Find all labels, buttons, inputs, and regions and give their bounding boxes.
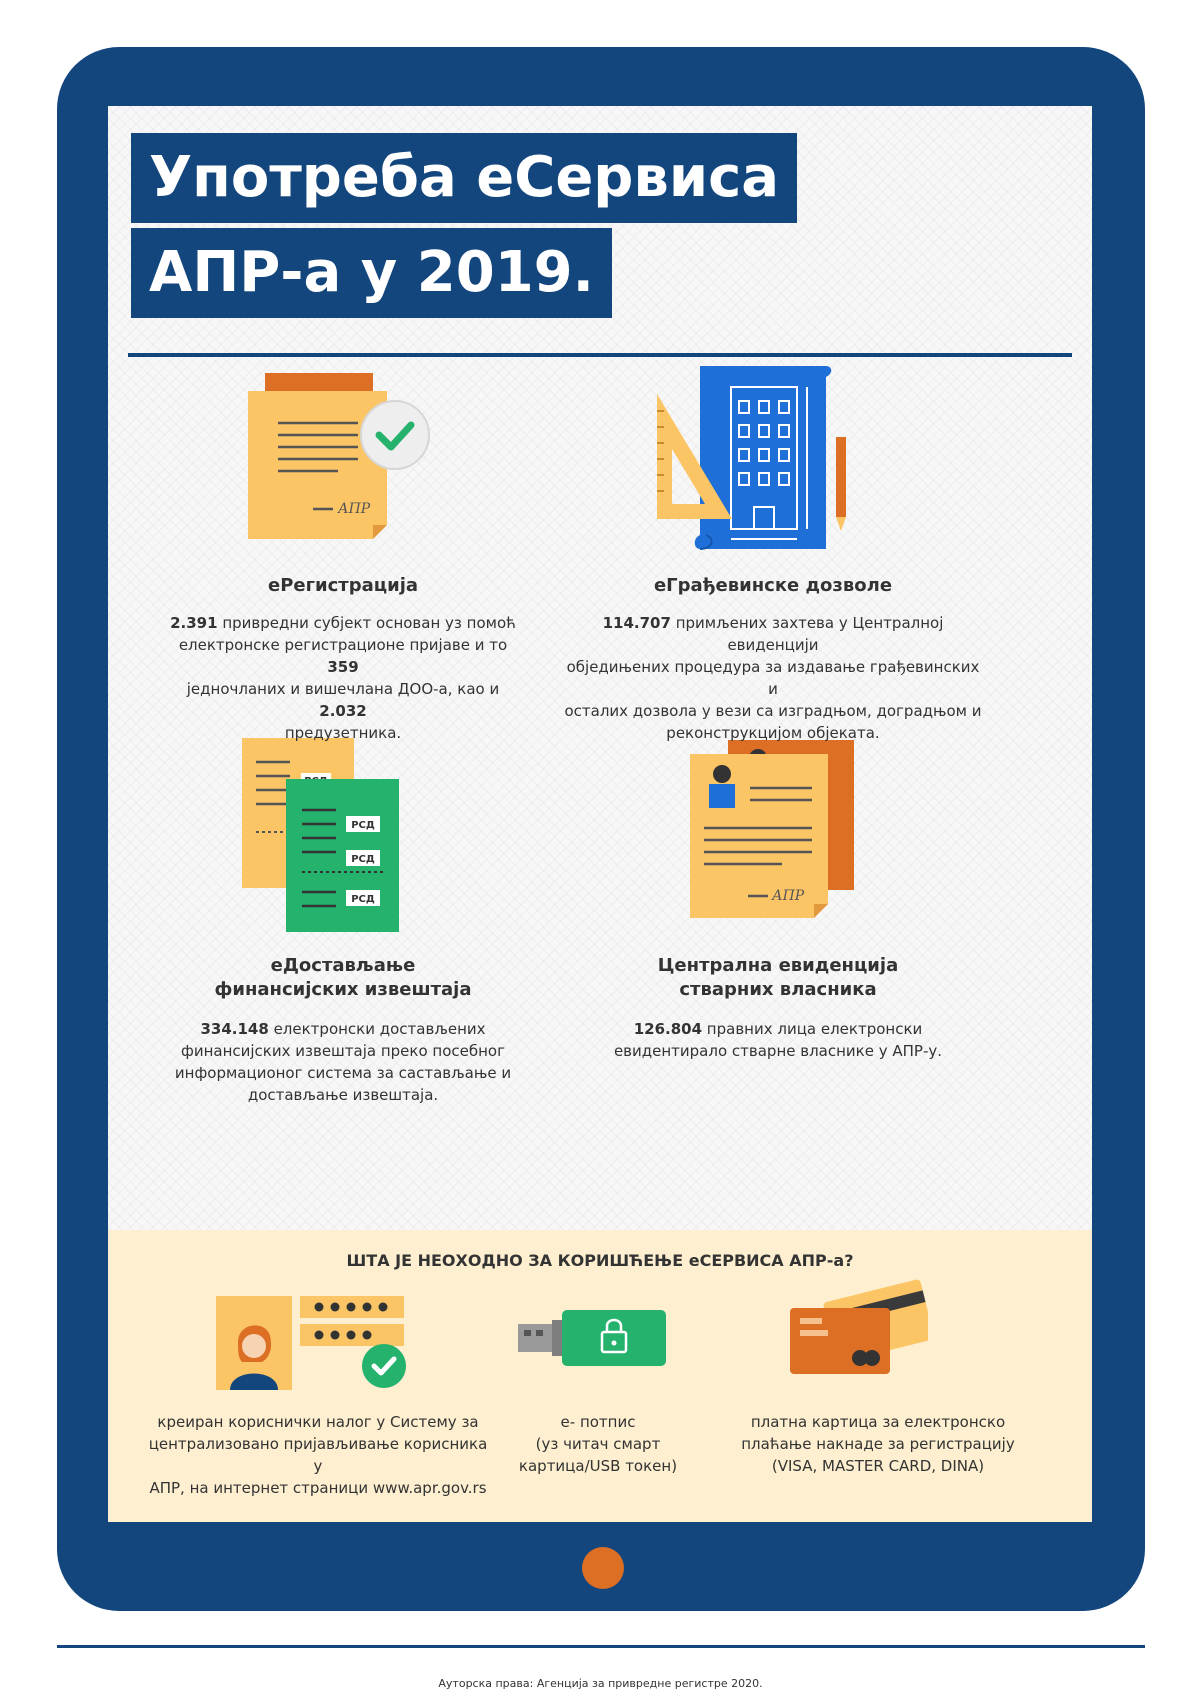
text-run: реконструкцијом објеката. [666,724,880,742]
section-text-eregistration [163,612,523,744]
requirement-text-esignature [488,1411,708,1477]
section-text-financial-reports [163,1018,523,1106]
section-text-line [163,1018,523,1040]
signature-text: АПР [772,888,805,904]
section-title-line: Централна евиденција [657,955,899,976]
section-text-line [163,722,523,744]
text-run: електронски достављених [268,1020,486,1038]
section-text-ebuilding-permits [563,612,983,744]
requirement-text-line: централизовано пријављивање корисника у [148,1435,488,1475]
requirement-text-line: плаћање накнаде за регистрацију [741,1435,1015,1453]
payment-card-icon [788,1278,928,1378]
title-divider [128,353,1072,357]
section-text-line [163,1084,523,1106]
statistic-value: 334.148 [200,1020,269,1038]
statistic-value: 2.032 [319,702,367,720]
requirement-text-line: е- потпис [560,1413,636,1431]
building-blueprint-icon [654,361,854,561]
rsd-label: РСД [351,820,375,831]
tablet-screen [108,106,1092,1522]
section-text-line [163,634,523,678]
text-run: правних лица електронски [702,1020,923,1038]
rsd-label: РСД [351,894,375,905]
section-title-line: финансијских извештаја [214,979,472,1000]
section-text-line [563,722,983,744]
text-run: осталих дозвола у вези са изградњом, доградњом и [564,702,982,720]
text-run: електронске регистрационе пријаве и то [178,636,508,654]
section-text-line [578,1018,978,1040]
section-text-line [563,700,983,722]
rsd-label: РСД [351,854,375,865]
section-title-ebuilding-permits [588,574,958,598]
requirements-title: ШТА ЈЕ НЕОХОДНО ЗА КОРИШЋЕЊЕ еСЕРВИСА АПР-а? [346,1251,854,1270]
requirement-text-payment-card [718,1411,1038,1477]
section-title-financial-reports [178,954,508,1002]
statistic-value: 2.391 [170,614,218,632]
requirement-text-account [148,1411,488,1499]
usb-token-icon [518,1306,668,1376]
section-title-line: еДостављање [270,955,416,976]
section-text-line [563,612,983,656]
section-title-line: стварних власника [679,979,877,1000]
text-run: привредни субјект основан уз помоћ [217,614,516,632]
requirement-text-line: картица/USB токен) [518,1457,678,1475]
footer-divider [57,1645,1145,1648]
section-text-line [563,656,983,700]
section-text-line [163,1040,523,1062]
copyright-footer: Ауторска права: Агенција за привредне регистре 2020. [438,1677,763,1690]
requirement-text-line: креиран кориснички налог у Систему за [157,1413,479,1431]
requirement-text-line: АПР, на интернет страници www.apr.gov.rs [149,1479,487,1497]
user-account-icon [216,1296,416,1396]
financial-reports-icon [234,736,404,936]
section-title-line: еГрађевинске дозволе [653,575,893,596]
registration-document-icon [243,371,443,551]
requirement-text-line: платна картица за електронско [750,1413,1006,1431]
requirement-text-line: (VISA, MASTER CARD, DINA) [771,1457,985,1475]
tablet-home-button [582,1547,624,1589]
page-title-line-2: АПР-а у 2019. [131,228,612,318]
section-text-line [163,612,523,634]
text-run: финансијских извештаја преко посебног [181,1042,505,1060]
section-text-line [578,1040,978,1062]
section-text-line [163,1062,523,1084]
requirement-text-line: (уз читач смарт [535,1435,661,1453]
section-title-beneficial-owners [608,954,948,1002]
owner-profile-document-icon [688,736,868,926]
section-title-eregistration [178,574,508,598]
statistic-value: 359 [327,658,359,676]
statistic-value: 114.707 [602,614,671,632]
text-run: информационог система за састављање и [174,1064,512,1082]
text-run: обједињених процедура за издавање грађевинских и [566,658,980,698]
text-run: примљених захтева у Централној евиденцији [670,614,944,654]
signature-text: АПР [338,501,371,517]
page-title-line-1: Употреба еСервиса [131,133,797,223]
text-run: достављање извештаја. [247,1086,439,1104]
section-title-line: еРегистрација [267,575,419,596]
text-run: једночланих и вишечлана ДОО-а, као и [186,680,500,698]
section-text-line [163,678,523,722]
statistic-value: 126.804 [633,1020,703,1038]
section-text-beneficial-owners [578,1018,978,1062]
text-run: евидентирало стварне власнике у АПР-у. [613,1042,943,1060]
text-run: предузетника. [284,724,402,742]
